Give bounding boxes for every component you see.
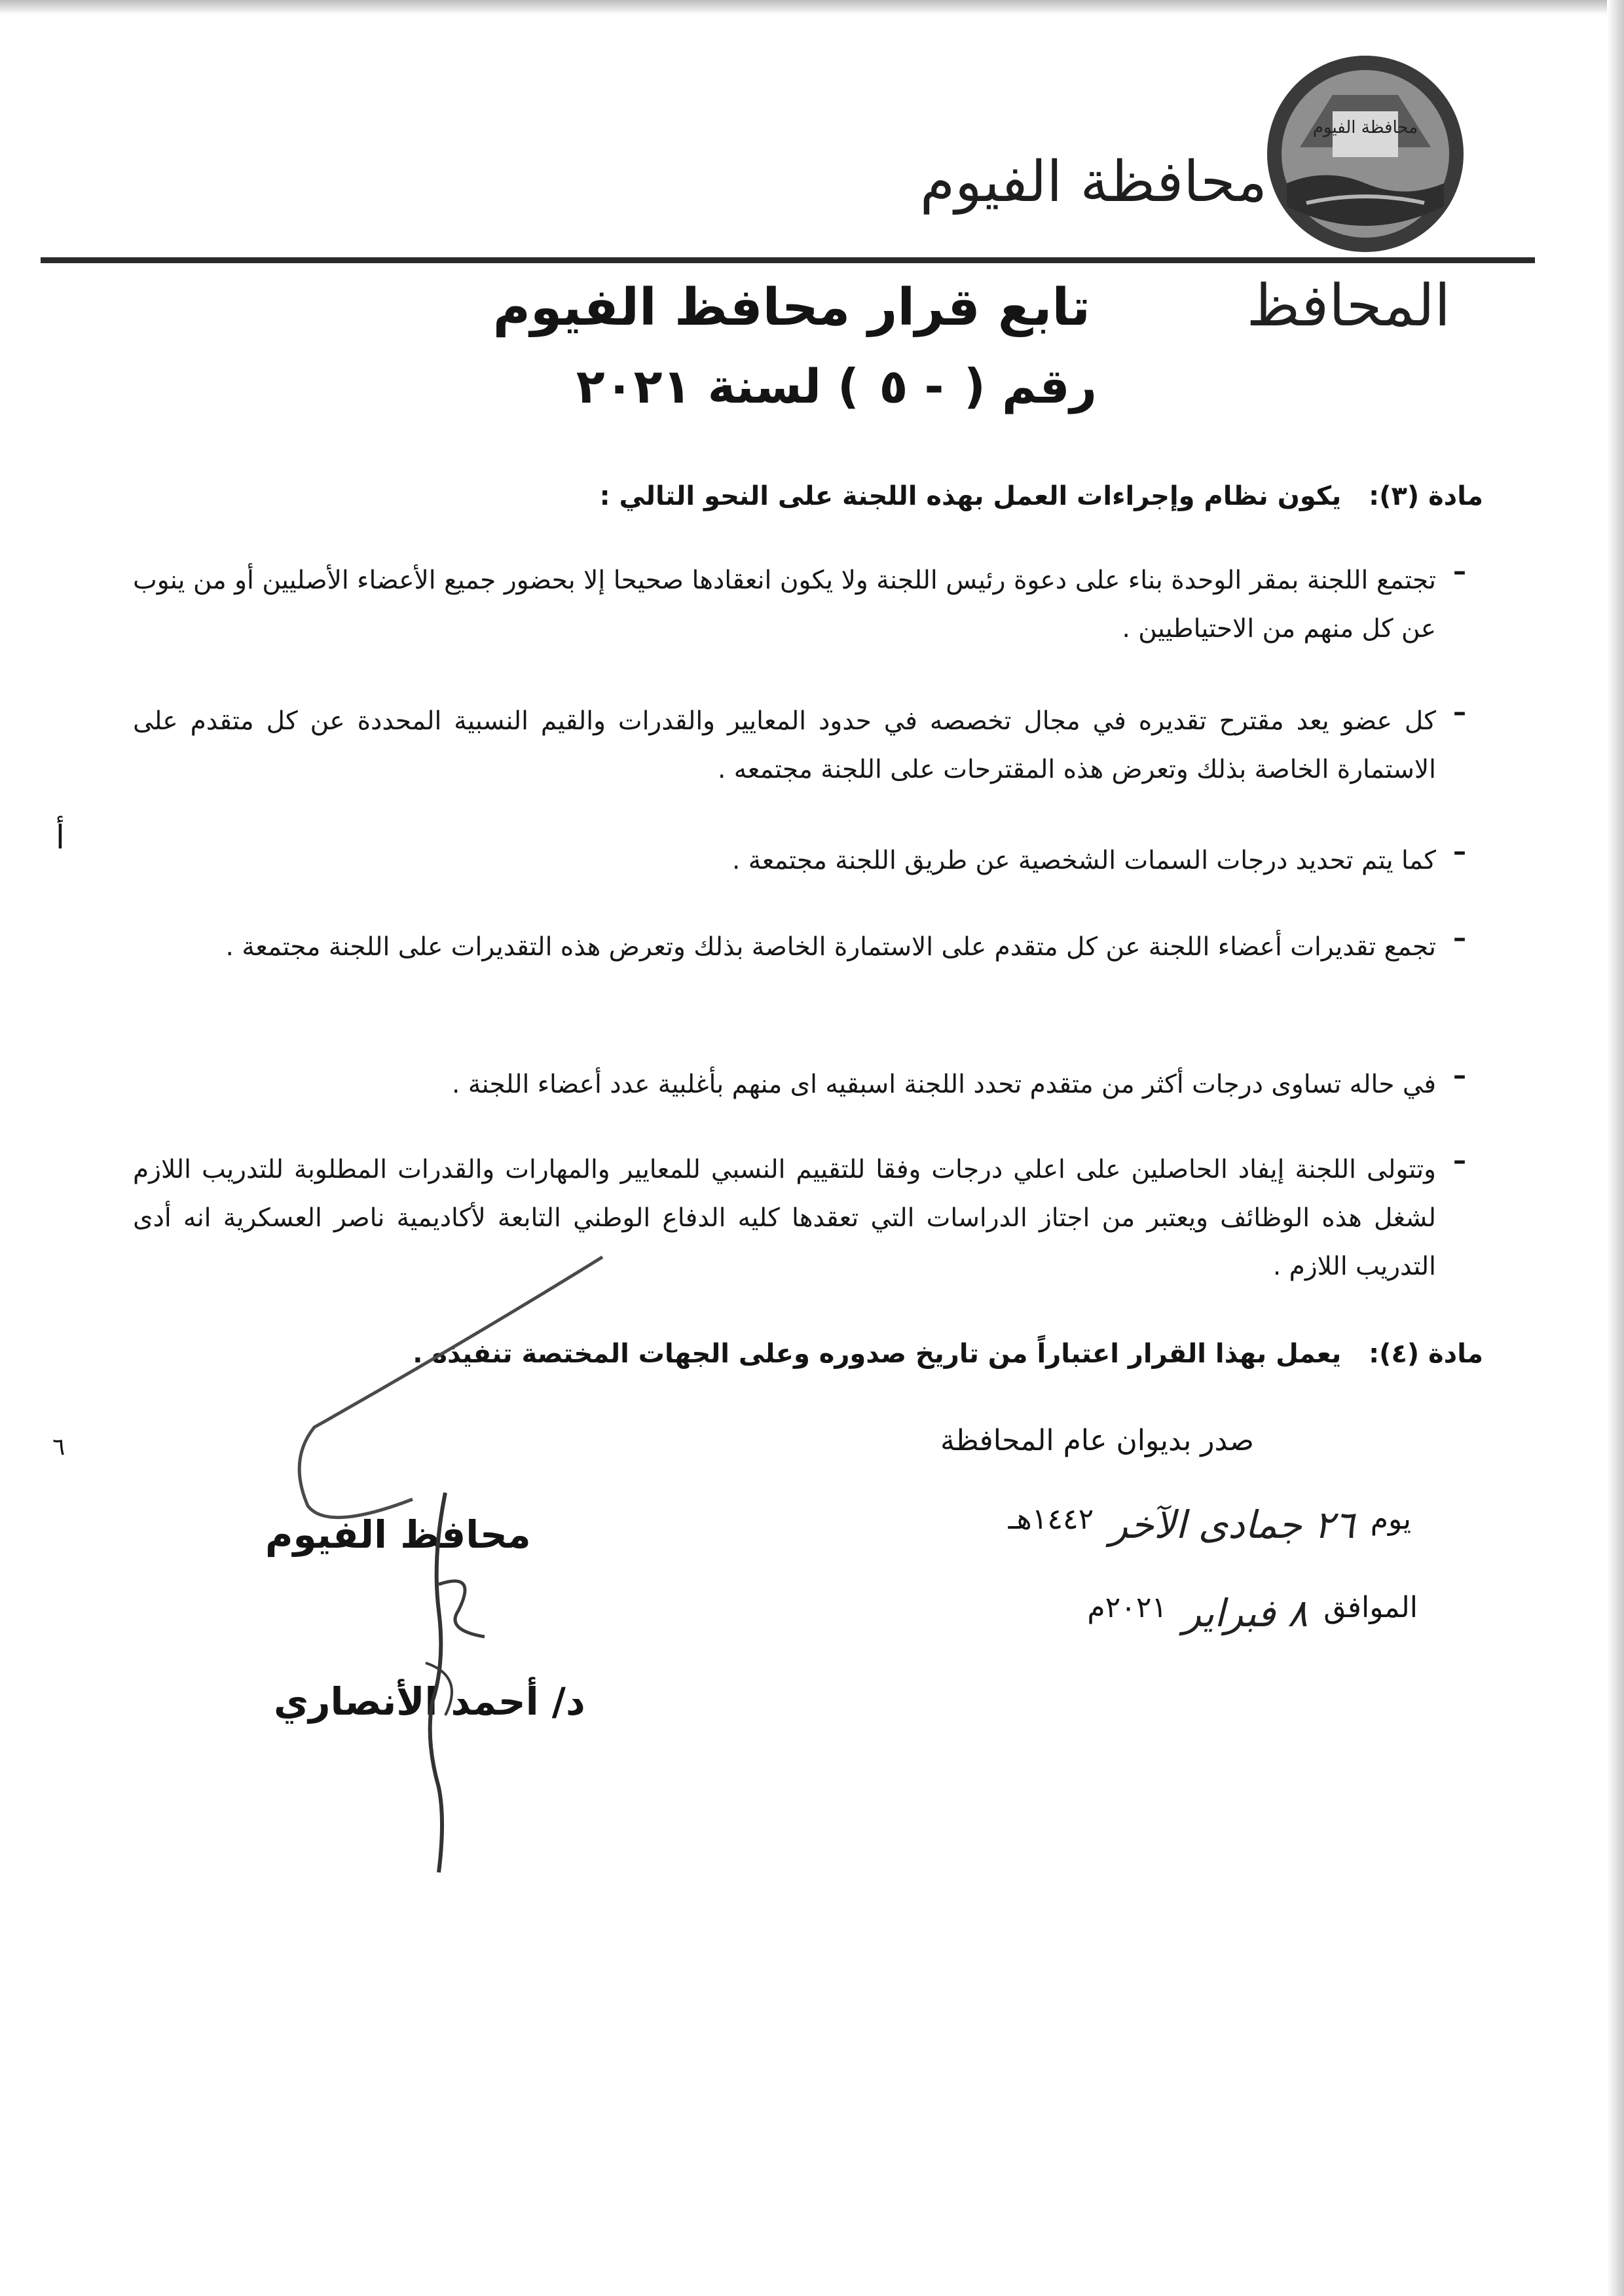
gregorian-date-line (1087, 1591, 1418, 1635)
decree-number: - ٥ (879, 359, 944, 414)
list-item (79, 837, 1483, 885)
list-item-text: تجتمع اللجنة بمقر الوحدة بناء على دعوة رئيس اللجنة ولا يكون انعقادها صحيحا إلا بحضور جميع الأعضاء الأصليين أو من ينوب عن كل منهم من الاحتياطيين . (133, 566, 1436, 644)
decree-title: تابع قرار محافظ الفيوم (492, 278, 1090, 337)
list-bullet: – (1453, 556, 1466, 587)
list-item-text: كل عضو يعد مقترح تقديره في مجال تخصصه في حدود المعايير والقدرات والقيم النسبية المحددة عن كل متقدم على الاستمارة الخاصة بذلك وتعرض هذه المقترحات على اللجنة مجتمعه . (133, 706, 1436, 784)
article-4-text: يعمل بهذا القرار اعتباراً من تاريخ صدوره وعلى الجهات المختصة تنفيذه . (413, 1339, 1342, 1369)
scan-edge-top (0, 0, 1624, 14)
list-item (79, 556, 1483, 653)
article-3-label: مادة (٣): (1369, 481, 1483, 511)
list-item (79, 1061, 1483, 1109)
list-bullet: – (1453, 697, 1466, 727)
article-3-text: يكون نظام وإجراءات العمل بهذه اللجنة على النحو التالي : (599, 481, 1342, 511)
day-label: يوم (1370, 1503, 1411, 1536)
list-item (79, 697, 1483, 794)
decree-year: ) لسنة ٢٠٢١ (576, 359, 859, 414)
svg-text:محافظة الفيوم: محافظة الفيوم (1312, 118, 1418, 137)
handwritten-signature (249, 1244, 720, 1886)
list-item (79, 923, 1483, 972)
list-item-text: وتتولى اللجنة إيفاد الحاصلين على اعلي درجات وفقا للتقييم النسبي للمعايير والمهارات والقدرات المطلوبة للتدريب اللازم لشغل هذه الوظائف ويعتبر من اجتاز الدراسات التي تعقدها كليه الدفاع الوطني التابعة لأكاديمية ناصر العسكرية انه أدى التدريب اللازم . (133, 1155, 1436, 1281)
scan-edge-right (1607, 0, 1624, 2296)
margin-mark-2: ٦ (52, 1434, 65, 1461)
governorate-name: محافظة الفيوم (919, 149, 1267, 215)
issued-statement: صدر بديوان عام المحافظة (940, 1424, 1254, 1457)
list-item-text: تجمع تقديرات أعضاء اللجنة عن كل متقدم على الاستمارة الخاصة بذلك وتعرض هذه التقديرات على اللجنة مجتمعة . (225, 932, 1436, 962)
list-item-text: في حاله تساوى درجات أكثر من متقدم تحدد اللجنة اسبقيه اى منهم بأغلبية عدد أعضاء اللجنة . (452, 1070, 1436, 1099)
list-bullet: – (1453, 923, 1466, 953)
gregorian-date: ٨ فبراير (1183, 1591, 1308, 1635)
margin-mark: أ (56, 818, 65, 856)
hijri-year: ١٤٤٢هـ (1008, 1503, 1094, 1536)
list-bullet: – (1453, 1061, 1466, 1091)
header-divider (41, 257, 1535, 263)
governorate-seal-logo (1261, 49, 1470, 259)
gregorian-year: ٢٠٢١م (1087, 1591, 1168, 1624)
office-label: المحافظ (1246, 272, 1450, 339)
gregorian-label: الموافق (1323, 1591, 1418, 1624)
list-bullet: – (1453, 837, 1466, 867)
article-4-label: مادة (٤): (1369, 1339, 1483, 1369)
hijri-date-line (1008, 1503, 1411, 1547)
list-item-text: كما يتم تحديد درجات السمات الشخصية عن طريق اللجنة مجتمعة . (732, 846, 1436, 875)
signatory-title: محافظ الفيوم (265, 1512, 531, 1557)
signatory-name: د/ أحمد الأنصاري (274, 1679, 585, 1724)
decree-number-line (576, 359, 1097, 414)
list-bullet: – (1453, 1146, 1466, 1176)
article-3 (108, 481, 1483, 511)
hijri-date: ٢٦ جمادى الآخر (1109, 1503, 1355, 1547)
number-label: رقم ( (963, 359, 1097, 414)
